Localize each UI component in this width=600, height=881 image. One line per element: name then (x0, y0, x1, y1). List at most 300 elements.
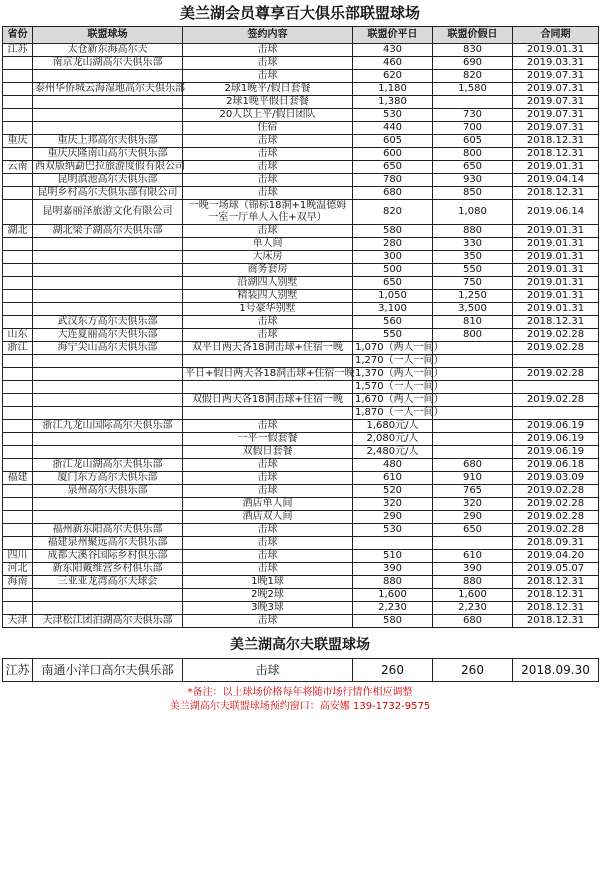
table-row (3, 238, 599, 251)
table-row (3, 459, 599, 472)
club-cell (33, 96, 183, 109)
contract-date-cell: 2018.12.31 (513, 316, 599, 329)
content-cell: 击球 (183, 187, 353, 200)
weekday-price-cell: 530 (353, 109, 433, 122)
table-row (3, 57, 599, 70)
holiday-price-cell (433, 433, 513, 446)
content-cell: 击球 (183, 225, 353, 238)
club-cell: 浙江九龙山国际高尔夫俱乐部 (33, 420, 183, 433)
table-row (3, 394, 599, 407)
content-cell: 击球 (183, 472, 353, 485)
table-row (3, 277, 599, 290)
holiday-price-cell: 605 (433, 135, 513, 148)
contract-date-cell: 2019.02.28 (513, 329, 599, 342)
province-cell (3, 355, 33, 368)
contract-date-cell: 2019.06.14 (513, 200, 599, 225)
contract-date-cell: 2019.01.31 (513, 303, 599, 316)
club-cell (33, 303, 183, 316)
page-title: 美兰湖会员尊享百大俱乐部联盟球场 (179, 4, 420, 22)
contract-date-cell: 2018.09.30 (513, 659, 599, 682)
province-cell (3, 290, 33, 303)
club-cell: 福州新东阳高尔夫俱乐部 (33, 524, 183, 537)
club-cell: 成都大溪谷国际乡村俱乐部 (33, 550, 183, 563)
holiday-price-cell: 850 (433, 187, 513, 200)
province-cell (3, 511, 33, 524)
weekday-price-cell: 480 (353, 459, 433, 472)
content-cell: 1号豪华别墅 (183, 303, 353, 316)
content-cell: 一平一假套餐 (183, 433, 353, 446)
province-cell (3, 498, 33, 511)
table-row (3, 550, 599, 563)
holiday-price-cell: 800 (433, 148, 513, 161)
weekday-price-cell: 560 (353, 316, 433, 329)
contract-date-cell: 2018.12.31 (513, 187, 599, 200)
content-cell: 击球 (183, 563, 353, 576)
table-row (3, 174, 599, 187)
weekday-price-cell: 300 (353, 251, 433, 264)
club-cell: 昆明嘉丽泽旅游文化有限公司 (33, 200, 183, 225)
note-line: 美兰湖高尔夫联盟球场预约窗口：高安娜 139-1732-9575 (169, 701, 431, 712)
content-cell (183, 407, 353, 420)
club-cell: 浙江龙山湖高尔夫俱乐部 (33, 459, 183, 472)
weekday-price-cell: 820 (353, 200, 433, 225)
contract-date-cell: 2019.07.31 (513, 83, 599, 96)
table-row (3, 615, 599, 628)
header-contract-date: 合同期 (513, 27, 599, 44)
holiday-price-cell: 390 (433, 563, 513, 576)
weekday-price-cell: 1,270（一人一间） (353, 355, 433, 368)
weekday-price-cell: 610 (353, 472, 433, 485)
club-cell: 大连夏丽高尔夫俱乐部 (33, 329, 183, 342)
holiday-price-cell: 830 (433, 44, 513, 57)
weekday-price-cell: 1,600 (353, 589, 433, 602)
notes (0, 686, 600, 714)
weekday-price-cell: 2,230 (353, 602, 433, 615)
weekday-price-cell: 290 (353, 511, 433, 524)
table-row (3, 122, 599, 135)
weekday-price-cell: 1,070（两人一间） (353, 342, 433, 355)
table-row (3, 381, 599, 394)
contract-date-cell: 2019.04.20 (513, 550, 599, 563)
club-cell: 南京龙山湖高尔夫俱乐部 (33, 57, 183, 70)
weekday-price-cell: 550 (353, 329, 433, 342)
holiday-price-cell (433, 96, 513, 109)
province-cell (3, 83, 33, 96)
holiday-price-cell: 2,230 (433, 602, 513, 615)
holiday-price-cell: 700 (433, 122, 513, 135)
holiday-price-cell (433, 407, 513, 420)
table-row (3, 576, 599, 589)
table-body (3, 44, 599, 628)
contract-date-cell: 2019.03.09 (513, 472, 599, 485)
contract-date-cell: 2019.06.18 (513, 459, 599, 472)
weekday-price-cell: 390 (353, 563, 433, 576)
holiday-price-cell: 690 (433, 57, 513, 70)
table-row (3, 407, 599, 420)
contract-date-cell: 2019.05.07 (513, 563, 599, 576)
content-cell: 1晚1球 (183, 576, 353, 589)
weekday-price-cell: 1,680元/人 (353, 420, 433, 433)
club-cell: 昆明滇池高尔夫俱乐部 (33, 174, 183, 187)
weekday-price-cell: 2,480元/人 (353, 446, 433, 459)
table-row (3, 659, 599, 682)
club-cell (33, 277, 183, 290)
content-cell: 击球 (183, 615, 353, 628)
club-cell (33, 407, 183, 420)
table-row (3, 329, 599, 342)
contract-date-cell: 2019.01.31 (513, 238, 599, 251)
club-cell: 湖北梁子湖高尔夫俱乐部 (33, 225, 183, 238)
club-cell (33, 70, 183, 83)
clubs-table (2, 26, 599, 628)
club-cell (33, 602, 183, 615)
province-cell (3, 96, 33, 109)
weekday-price-cell: 3,100 (353, 303, 433, 316)
table-row (3, 135, 599, 148)
holiday-price-cell (433, 381, 513, 394)
table-row (3, 420, 599, 433)
contract-date-cell (513, 381, 599, 394)
holiday-price-cell (433, 355, 513, 368)
province-cell (3, 459, 33, 472)
content-cell: 击球 (183, 161, 353, 174)
contract-date-cell (513, 355, 599, 368)
content-cell: 平日+假日两天各18洞击球+住宿一晚 (183, 368, 353, 381)
club-cell (33, 394, 183, 407)
holiday-price-cell: 750 (433, 277, 513, 290)
weekday-price-cell: 1,370（两人一间） (353, 368, 433, 381)
weekday-price-cell: 1,870（一人一间） (353, 407, 433, 420)
club-cell (33, 355, 183, 368)
club-cell: 天津松江团泊湖高尔夫俱乐部 (33, 615, 183, 628)
contract-date-cell: 2019.01.31 (513, 44, 599, 57)
weekday-price-cell: 1,050 (353, 290, 433, 303)
province-cell: 河北 (3, 563, 33, 576)
holiday-price-cell: 880 (433, 225, 513, 238)
weekday-price-cell: 2,080元/人 (353, 433, 433, 446)
contract-date-cell: 2018.12.31 (513, 602, 599, 615)
holiday-price-cell: 1,600 (433, 589, 513, 602)
province-cell (3, 187, 33, 200)
province-cell (3, 303, 33, 316)
contract-date-cell: 2019.01.31 (513, 264, 599, 277)
contract-date-cell: 2018.12.31 (513, 615, 599, 628)
province-cell: 山东 (3, 329, 33, 342)
contract-date-cell: 2019.01.31 (513, 225, 599, 238)
province-cell (3, 174, 33, 187)
section2-table (2, 658, 599, 682)
table-row (3, 446, 599, 459)
weekday-price-cell: 320 (353, 498, 433, 511)
holiday-price-cell: 765 (433, 485, 513, 498)
table-row (3, 355, 599, 368)
club-cell (33, 251, 183, 264)
province-cell (3, 251, 33, 264)
content-cell: 击球 (183, 174, 353, 187)
contract-date-cell: 2019.02.28 (513, 498, 599, 511)
club-cell (33, 122, 183, 135)
weekday-price-cell: 580 (353, 225, 433, 238)
holiday-price-cell: 350 (433, 251, 513, 264)
province-cell (3, 200, 33, 225)
holiday-price-cell: 800 (433, 329, 513, 342)
content-cell: 沿湖四人别墅 (183, 277, 353, 290)
table-row (3, 83, 599, 96)
content-cell: 双平日两天各18洞击球+住宿一晚 (183, 342, 353, 355)
content-cell: 2晚2球 (183, 589, 353, 602)
table-row (3, 225, 599, 238)
club-cell (33, 498, 183, 511)
content-cell: 击球 (183, 329, 353, 342)
club-cell: 三亚亚龙湾高尔夫球会 (33, 576, 183, 589)
province-cell: 重庆 (3, 135, 33, 148)
province-cell: 江苏 (3, 44, 33, 57)
holiday-price-cell (433, 394, 513, 407)
holiday-price-cell: 320 (433, 498, 513, 511)
contract-date-cell: 2019.06.19 (513, 420, 599, 433)
weekday-price-cell: 780 (353, 174, 433, 187)
content-cell: 击球 (183, 44, 353, 57)
table-row (3, 433, 599, 446)
contract-date-cell: 2019.07.31 (513, 96, 599, 109)
content-cell: 2球1晚平假日套餐 (183, 96, 353, 109)
table-header-row (3, 27, 599, 44)
province-cell: 福建 (3, 472, 33, 485)
club-cell (33, 446, 183, 459)
content-cell: 击球 (183, 57, 353, 70)
content-cell: 3晚3球 (183, 602, 353, 615)
province-cell: 湖北 (3, 225, 33, 238)
province-cell (3, 70, 33, 83)
header-province: 省份 (3, 27, 33, 44)
club-cell (33, 368, 183, 381)
table-row (3, 251, 599, 264)
table-row (3, 511, 599, 524)
table-row (3, 563, 599, 576)
weekday-price-cell: 530 (353, 524, 433, 537)
holiday-price-cell: 1,250 (433, 290, 513, 303)
province-cell (3, 537, 33, 550)
content-cell: 住宿 (183, 122, 353, 135)
province-cell: 四川 (3, 550, 33, 563)
club-cell (33, 381, 183, 394)
club-cell: 厦门东方高尔夫俱乐部 (33, 472, 183, 485)
club-cell: 福建泉州聚远高尔夫俱乐部 (33, 537, 183, 550)
weekday-price-cell: 620 (353, 70, 433, 83)
holiday-price-cell: 330 (433, 238, 513, 251)
weekday-price-cell: 510 (353, 550, 433, 563)
province-cell (3, 122, 33, 135)
table-row (3, 264, 599, 277)
weekday-price-cell: 600 (353, 148, 433, 161)
weekday-price-cell: 520 (353, 485, 433, 498)
holiday-price-cell: 650 (433, 161, 513, 174)
weekday-price-cell: 680 (353, 187, 433, 200)
club-cell: 泉州高尔夫俱乐部 (33, 485, 183, 498)
club-cell (33, 264, 183, 277)
contract-date-cell: 2019.01.31 (513, 277, 599, 290)
holiday-price-cell: 880 (433, 576, 513, 589)
weekday-price-cell: 1,670（两人一间） (353, 394, 433, 407)
content-cell: 2球1晚平/假日套餐 (183, 83, 353, 96)
holiday-price-cell (433, 420, 513, 433)
province-cell (3, 485, 33, 498)
contract-date-cell: 2019.02.28 (513, 342, 599, 355)
contract-date-cell: 2019.02.28 (513, 511, 599, 524)
table-row (3, 303, 599, 316)
content-cell: 击球 (183, 524, 353, 537)
weekday-price-cell: 440 (353, 122, 433, 135)
header-weekday-price: 联盟价平日 (353, 27, 433, 44)
content-cell: 击球 (183, 148, 353, 161)
holiday-price-cell (433, 537, 513, 550)
holiday-price-cell: 820 (433, 70, 513, 83)
contract-date-cell: 2019.07.31 (513, 70, 599, 83)
province-cell (3, 238, 33, 251)
weekday-price-cell: 650 (353, 161, 433, 174)
contract-date-cell: 2018.12.31 (513, 135, 599, 148)
province-cell (3, 316, 33, 329)
contract-date-cell: 2019.06.19 (513, 446, 599, 459)
contract-date-cell: 2019.01.31 (513, 161, 599, 174)
club-cell: 太仓新东海高尔夫 (33, 44, 183, 57)
contract-date-cell: 2019.02.28 (513, 394, 599, 407)
content-cell: 大床房 (183, 251, 353, 264)
weekday-price-cell: 650 (353, 277, 433, 290)
table-row (3, 109, 599, 122)
holiday-price-cell: 650 (433, 524, 513, 537)
content-cell: 20人以上平/假日团队 (183, 109, 353, 122)
table-row (3, 161, 599, 174)
province-cell (3, 381, 33, 394)
province-cell (3, 109, 33, 122)
section2-title: 美兰湖高尔夫联盟球场 (230, 637, 370, 653)
province-cell: 海南 (3, 576, 33, 589)
contract-date-cell: 2018.12.31 (513, 576, 599, 589)
club-cell: 海宁尖山高尔夫俱乐部 (33, 342, 183, 355)
province-cell (3, 277, 33, 290)
club-cell: 武汉东方高尔夫俱乐部 (33, 316, 183, 329)
content-cell: 一晚一场球（锦标18洞+1晚温德姆一室一厅单人入住+双早） (183, 200, 353, 225)
weekday-price-cell: 880 (353, 576, 433, 589)
province-cell: 云南 (3, 161, 33, 174)
content-cell (183, 355, 353, 368)
holiday-price-cell: 930 (433, 174, 513, 187)
holiday-price-cell: 260 (433, 659, 513, 682)
content-cell: 酒店单人间 (183, 498, 353, 511)
club-cell: 南通小洋口高尔夫俱乐部 (33, 659, 183, 682)
content-cell: 精装四人别墅 (183, 290, 353, 303)
club-cell (33, 290, 183, 303)
content-cell: 击球 (183, 659, 353, 682)
weekday-price-cell: 1,570（一人一间） (353, 381, 433, 394)
table-row (3, 472, 599, 485)
table-row (3, 342, 599, 355)
province-cell (3, 446, 33, 459)
note-line: *备注：以上球场价格每年将随市场行情作相应调整 (187, 687, 413, 698)
contract-date-cell: 2019.02.28 (513, 485, 599, 498)
content-cell: 击球 (183, 316, 353, 329)
table-row (3, 602, 599, 615)
club-cell: 泰州华侨城云海湿地高尔夫俱乐部 (33, 83, 183, 96)
table-row (3, 44, 599, 57)
table-row (3, 524, 599, 537)
weekday-price-cell: 605 (353, 135, 433, 148)
contract-date-cell (513, 407, 599, 420)
table-row (3, 589, 599, 602)
holiday-price-cell: 680 (433, 459, 513, 472)
province-cell (3, 264, 33, 277)
contract-date-cell: 2019.01.31 (513, 251, 599, 264)
holiday-price-cell: 1,580 (433, 83, 513, 96)
club-cell: 重庆庆隆南山高尔夫俱乐部 (33, 148, 183, 161)
province-cell (3, 394, 33, 407)
weekday-price-cell: 1,180 (353, 83, 433, 96)
content-cell: 击球 (183, 550, 353, 563)
contract-date-cell: 2019.03.31 (513, 57, 599, 70)
contract-date-cell: 2019.04.14 (513, 174, 599, 187)
header-club: 联盟球场 (33, 27, 183, 44)
club-cell (33, 433, 183, 446)
table-row (3, 485, 599, 498)
province-cell (3, 420, 33, 433)
province-cell (3, 368, 33, 381)
content-cell: 击球 (183, 70, 353, 83)
holiday-price-cell: 550 (433, 264, 513, 277)
club-cell (33, 589, 183, 602)
content-cell: 击球 (183, 485, 353, 498)
club-cell (33, 238, 183, 251)
table-row (3, 498, 599, 511)
holiday-price-cell: 610 (433, 550, 513, 563)
province-cell (3, 589, 33, 602)
header-content: 签约内容 (183, 27, 353, 44)
province-cell: 江苏 (3, 659, 33, 682)
weekday-price-cell: 430 (353, 44, 433, 57)
province-cell (3, 602, 33, 615)
content-cell: 击球 (183, 135, 353, 148)
weekday-price-cell (353, 537, 433, 550)
content-cell: 双假日两天各18洞击球+住宿一晚 (183, 394, 353, 407)
content-cell: 酒店双人间 (183, 511, 353, 524)
content-cell: 商务套房 (183, 264, 353, 277)
club-cell (33, 511, 183, 524)
contract-date-cell: 2019.06.19 (513, 433, 599, 446)
holiday-price-cell: 680 (433, 615, 513, 628)
contract-date-cell: 2019.07.31 (513, 122, 599, 135)
header-holiday-price: 联盟价假日 (433, 27, 513, 44)
holiday-price-cell: 810 (433, 316, 513, 329)
contract-date-cell: 2019.07.31 (513, 109, 599, 122)
club-cell (33, 109, 183, 122)
table-row (3, 200, 599, 225)
holiday-price-cell: 3,500 (433, 303, 513, 316)
holiday-price-cell (433, 342, 513, 355)
province-cell (3, 407, 33, 420)
contract-date-cell: 2018.09.31 (513, 537, 599, 550)
content-cell: 击球 (183, 537, 353, 550)
weekday-price-cell: 1,380 (353, 96, 433, 109)
club-cell: 西双版纳勐巴拉旅游度假有限公司 (33, 161, 183, 174)
content-cell (183, 381, 353, 394)
table-row (3, 148, 599, 161)
holiday-price-cell (433, 368, 513, 381)
province-cell (3, 433, 33, 446)
weekday-price-cell: 500 (353, 264, 433, 277)
content-cell: 双假日套餐 (183, 446, 353, 459)
table-row (3, 70, 599, 83)
table-row (3, 316, 599, 329)
